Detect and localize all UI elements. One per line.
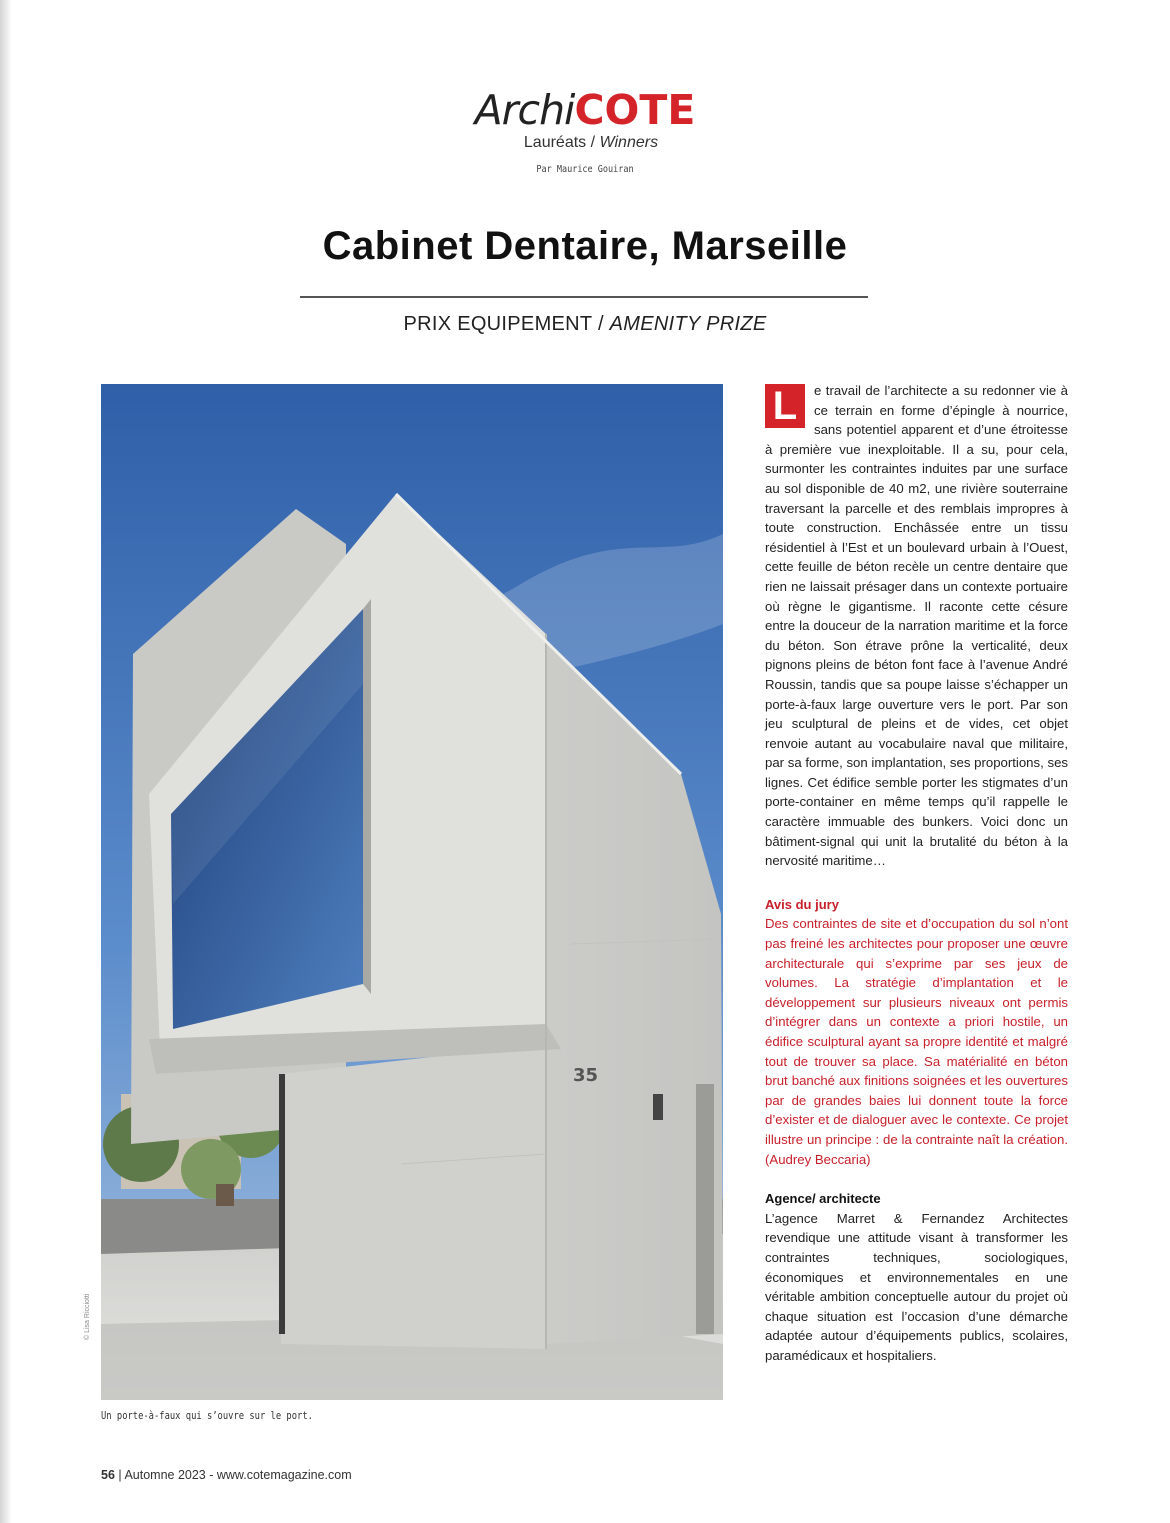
photo-caption: Un porte-à-faux qui s’ouvre sur le port. <box>101 1409 313 1422</box>
prize-separator: / <box>597 313 604 335</box>
prize-fr: PRIX EQUIPEMENT <box>403 313 593 335</box>
prize-category <box>0 313 1170 336</box>
laureats-label: Lauréats <box>523 134 587 151</box>
building-photo <box>101 384 723 1400</box>
agency-text: L’agence Marret & Fernandez Architectes revendique une attitude visant à transformer les contraintes techniques, sociologiques, économiques et environnementales en une véritable ambition conceptuelle autour du projet où chaque situation est l’occasion d’une démarche adaptée autour d’équipements publics, scolaires, paramédicaux et hospitaliers. <box>765 1210 1068 1363</box>
drop-cap: L <box>765 384 805 428</box>
agency-heading: Agence/ architecte <box>765 1191 881 1207</box>
laureats-separator: / <box>590 134 596 151</box>
logo-cote: COTE <box>574 86 696 134</box>
lower-volume <box>281 1044 546 1349</box>
door <box>696 1084 714 1334</box>
section-label <box>0 134 1170 152</box>
page-number: 56 <box>101 1468 115 1482</box>
facade-number: 35 <box>573 1065 599 1086</box>
magazine-brand <box>0 88 1170 175</box>
jury-heading: Avis du jury <box>765 896 839 912</box>
byline: Par Maurice Gouiran <box>536 164 634 175</box>
footer-separator: | <box>118 1468 122 1482</box>
logo-archi: Archi <box>474 86 575 134</box>
article-column <box>765 381 1068 1366</box>
issue-and-url: Automne 2023 - www.cotemagazine.com <box>124 1468 352 1482</box>
archicote-logo <box>475 88 696 132</box>
article-title: Cabinet Dentaire, Marseille <box>322 224 848 268</box>
vent <box>653 1094 663 1120</box>
intro-paragraph <box>765 381 1068 871</box>
sign-box <box>216 1184 234 1206</box>
prize-en: AMENITY PRIZE <box>609 313 767 335</box>
page-footer <box>101 1468 352 1482</box>
post <box>279 1074 285 1334</box>
winners-label: Winners <box>599 134 659 151</box>
photo-credit: © Lisa Ricciotti <box>84 1293 91 1340</box>
title-divider <box>300 296 868 298</box>
intro-text: e travail de l’architecte a su redonner vie à ce terrain en forme d’épingle à nourrice, sans potentiel apparent et d’une étroitesse à première vue inexploitable. Il a su, pour cela, surmonter les contraintes induites par une surface au sol disponible de 40 m2, une rivière souterraine traversant la parcelle et des remblais impropres à toute construction. Enchâssée entre un tissu résidentiel à l’Est et un boulevard urbain à l’Ouest, cette feuille de béton recèle un centre dentaire que rien ne laissait présager dans un contexte portuaire où règne le gigantisme. Il raconte cette césure entre la douceur de la narration maritime et la force du béton. Son étrave prône la verticalité, deux pignons pleins de béton font face à l’avenue André Roussin, tandis que sa poupe laisse s’échapper un porte-à-faux large ouverture vers le port. Par son jeu sculptural de pleins et de vides, cet objet renvoie autant au vocabulaire naval que militaire, par sa forme, son implantation, ses proportions, ses lignes. Cet édifice semble porter les stigmates d’un porte-container en même temps qu’il rappelle le caractère immuable des bunkers. Voici donc un bâtiment-signal qui unit la brutalité du béton à la nervosité maritime… <box>765 383 1068 869</box>
jury-text: Des contraintes de site et d’occupation du sol n’ont pas freiné les architectes pour proposer une œuvre architecturale qui s’exprime par ses jeux de volumes. La stratégie d’implantation et le développement sur plusieurs niveaux ont permis d’intégrer dans un contexte a priori hostile, un édifice sculptural ayant sa propre identité et malgré tout de trouver sa place. Sa matérialité en béton brut banché aux finitions soignées et les ouvertures par de grandes baies lui donnent toute la force d’exister et de dialoguer avec le contexte. Ce projet illustre un principe : de la contrainte naît la création. (Audrey Beccaria) <box>765 916 1068 1167</box>
frame-edge <box>363 599 371 994</box>
building-illustration <box>101 384 723 1400</box>
